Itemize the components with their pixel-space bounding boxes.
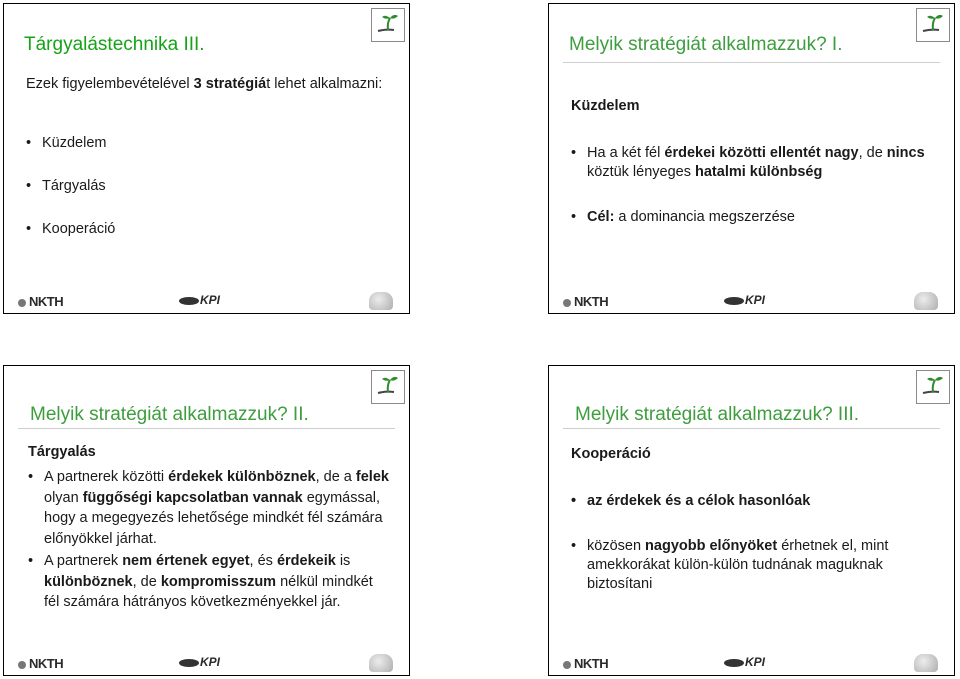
slide-title: Melyik stratégiát alkalmazzuk? III. (575, 404, 860, 425)
lightbulb-logo (369, 292, 393, 310)
title-divider (563, 428, 940, 429)
lightbulb-logo (914, 292, 938, 310)
lightbulb-logo (914, 654, 938, 672)
slide-2 (548, 3, 955, 314)
slide-heading: Kooperáció (571, 446, 651, 462)
nkth-logo: NKTH (563, 656, 608, 671)
list-item: • közösen nagyobb előnyöket érhetnek el, mint amekkorákat külön-külön tudnának maguknak biztosítani (571, 537, 934, 594)
list-item: • Cél: a dominancia megszerzése (571, 208, 934, 227)
list-item: • Kooperáció (26, 220, 389, 239)
list-item: • Küzdelem (26, 134, 389, 153)
intro-text: Ezek figyelembevételével (26, 76, 194, 92)
slide-footer (549, 651, 954, 675)
list-item: • Tárgyalás (26, 177, 389, 196)
sprout-logo-icon (916, 370, 950, 404)
sprout-logo-icon (371, 370, 405, 404)
sprout-logo-icon (916, 8, 950, 42)
slide-heading: Tárgyalás (28, 444, 96, 460)
lightbulb-logo (369, 654, 393, 672)
list-item: • A partnerek közötti érdekek különböznek, de a felek olyan függőségi kapcsolatban vannak egymással, hogy a megegyezés lehetősége mindkét fél számára előnyökkel járhat. (28, 467, 389, 549)
kpi-logo: KPI (179, 655, 220, 669)
nkth-logo: NKTH (18, 656, 63, 671)
nkth-logo: NKTH (563, 294, 608, 309)
intro-bold: 3 stratégiá (193, 76, 267, 92)
slide-title: Tárgyalástechnika III. (24, 34, 205, 55)
slide-1 (3, 3, 410, 314)
nkth-logo: NKTH (18, 294, 63, 309)
slide-3 (3, 365, 410, 676)
slide-heading: Küzdelem (571, 98, 640, 114)
slide-title: Melyik stratégiát alkalmazzuk? II. (30, 404, 309, 425)
slide-4 (548, 365, 955, 676)
strategy-list (26, 134, 389, 239)
kpi-logo: KPI (724, 655, 765, 669)
slide-bullets (28, 467, 389, 613)
slide-bullets (571, 492, 934, 594)
slide-footer (549, 289, 954, 313)
list-item: • az érdekek és a célok hasonlóak (571, 492, 934, 511)
slide-title: Melyik stratégiát alkalmazzuk? I. (569, 34, 843, 55)
title-divider (563, 62, 940, 63)
title-divider (18, 428, 395, 429)
slide-intro (26, 74, 389, 94)
slide-footer (4, 651, 409, 675)
slide-bullets (571, 144, 934, 227)
sprout-logo-icon (371, 8, 405, 42)
slide-footer (4, 289, 409, 313)
list-item: • Ha a két fél érdekei közötti ellentét nagy, de nincs köztük lényeges hatalmi különbség (571, 144, 934, 182)
intro-text-2: t lehet alkalmazni: (266, 76, 383, 92)
kpi-logo: KPI (724, 293, 765, 307)
list-item: • A partnerek nem értenek egyet, és érdekeik is különböznek, de kompromisszum nélkül mindkét fél számára hátrányos következményekkel jár. (28, 551, 389, 613)
kpi-logo: KPI (179, 293, 220, 307)
